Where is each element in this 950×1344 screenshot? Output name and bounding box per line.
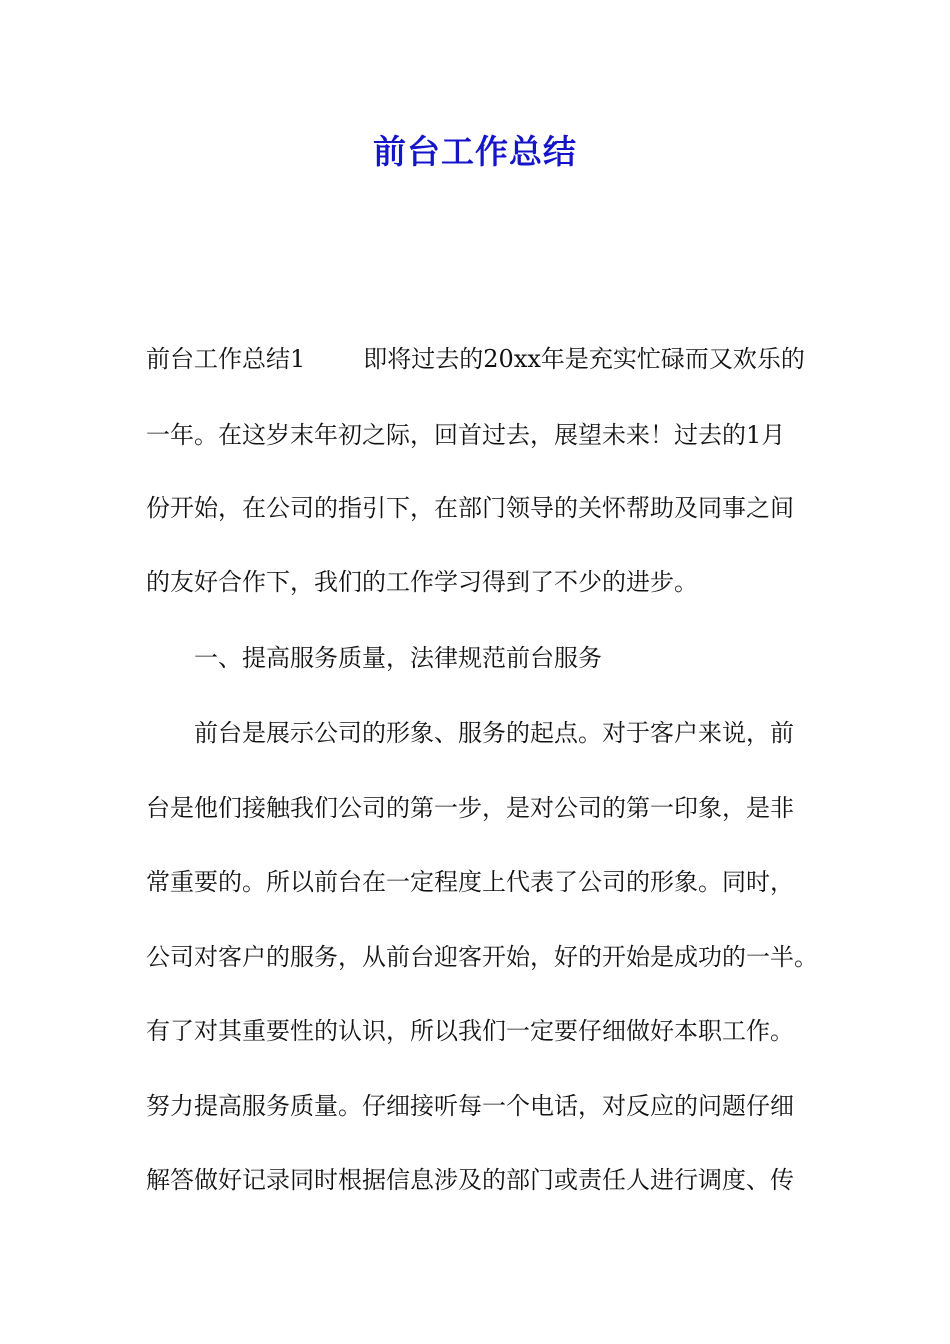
paragraph-line: 常重要的。所以前台在一定程度上代表了公司的形象。同时，: [146, 868, 794, 896]
subheading-line: 一、提高服务质量，法律规范前台服务: [194, 644, 602, 672]
paragraph-line: 有了对其重要性的认识，所以我们一定要仔细做好本职工作。: [146, 1017, 794, 1045]
paragraph-line: 份开始，在公司的指引下，在部门领导的关怀帮助及同事之间: [146, 494, 794, 522]
paragraph-line: 台是他们接触我们公司的第一步，是对公司的第一印象，是非: [146, 794, 794, 822]
paragraph-line: 一年。在这岁末年初之际，回首过去，展望未来！过去的1月: [146, 421, 786, 449]
paragraph-line: 前台是展示公司的形象、服务的起点。对于客户来说，前: [194, 719, 794, 747]
section-heading: 前台工作总结1: [146, 345, 306, 373]
paragraph-line: 解答做好记录同时根据信息涉及的部门或责任人进行调度、传: [146, 1166, 794, 1194]
paragraph-line: 公司对客户的服务，从前台迎客开始，好的开始是成功的一半。: [146, 943, 818, 971]
paragraph-line: 的友好合作下，我们的工作学习得到了不少的进步。: [146, 568, 698, 596]
paragraph-line: [146, 342, 805, 376]
document-title: 前台工作总结: [373, 132, 577, 171]
paragraph-line: 努力提高服务质量。仔细接听每一个电话，对反应的问题仔细: [146, 1092, 794, 1120]
paragraph-text: 即将过去的20xx年是充实忙碌而又欢乐的: [363, 345, 805, 373]
